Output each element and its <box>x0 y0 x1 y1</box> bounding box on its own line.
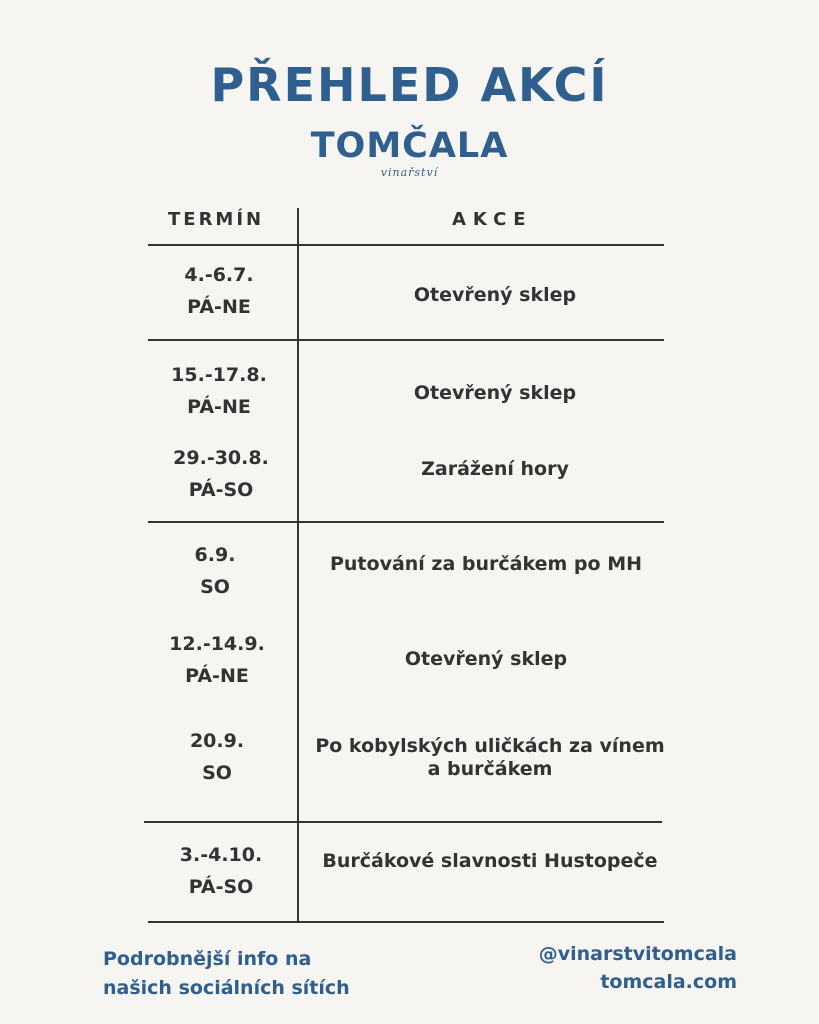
table-row-date: 3.-4.10. PÁ-SO <box>179 844 263 898</box>
table-bottom-divider <box>148 921 664 923</box>
table-row-event: Zarážení hory <box>421 458 569 480</box>
logo-subtitle: vinařství <box>380 166 439 179</box>
footer-contacts <box>539 940 737 996</box>
header-termin: TERMÍN <box>168 209 265 230</box>
table-row-event: Otevřený sklep <box>413 382 577 404</box>
group-divider <box>144 821 662 823</box>
website-link[interactable]: tomcala.com <box>600 971 737 993</box>
page-title: PŘEHLED AKCÍ <box>210 58 609 112</box>
table-row-event: Putování za burčákem po MH <box>329 553 643 575</box>
table-row-date: 29.-30.8. PÁ-SO <box>173 447 269 501</box>
table-row-event: Otevřený sklep <box>413 284 577 306</box>
group-divider <box>148 521 664 523</box>
footer-info-line: našich sociálních sítích <box>103 977 350 999</box>
column-divider <box>297 208 299 923</box>
footer-info-line: Podrobnější info na <box>103 948 312 970</box>
table-row-date: 6.9. SO <box>194 544 236 598</box>
table-row-date: 15.-17.8. PÁ-NE <box>171 364 267 418</box>
brand-logo <box>0 126 819 179</box>
table-row-date: 20.9. SO <box>189 730 245 784</box>
table-row-date: 4.-6.7. PÁ-NE <box>184 264 254 318</box>
table-row-event: Burčákové slavnosti Hustopeče <box>322 850 658 872</box>
table-row-event: Po kobylských uličkách za vínem a burčákem <box>315 735 665 780</box>
header-akce: AKCE <box>452 209 533 230</box>
table-row-event: Otevřený sklep <box>404 648 568 670</box>
header-divider <box>148 244 664 246</box>
footer-info <box>103 945 350 1003</box>
social-handle-link[interactable]: @vinarstvitomcala <box>538 943 737 965</box>
logo-wordmark: TOMČALA <box>310 126 509 166</box>
group-divider <box>148 339 664 341</box>
table-row-date: 12.-14.9. PÁ-NE <box>169 633 265 687</box>
